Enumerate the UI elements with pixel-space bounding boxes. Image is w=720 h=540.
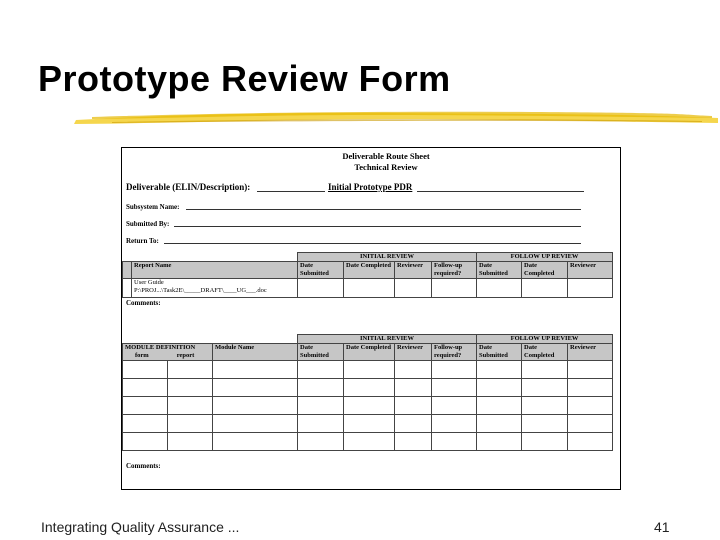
col-fu-date-completed-2: Date Completed [522, 344, 568, 361]
module-definition-subheads [125, 352, 210, 360]
follow-up-review-header-2: FOLLOW UP REVIEW [477, 335, 613, 344]
table-row [123, 397, 613, 415]
col-fu-reviewer: Reviewer [568, 262, 613, 279]
subsystem-label: Subsystem Name: [126, 203, 180, 211]
deliverable-value: Initial Prototype PDR [328, 182, 413, 192]
initial-review-header: INITIAL REVIEW [298, 253, 477, 262]
deliverable-label: Deliverable (ELIN/Description): [126, 182, 251, 192]
col-date-submitted: Date Submitted [298, 262, 344, 279]
module-definition-header [123, 344, 213, 361]
col-reviewer-2: Reviewer [395, 344, 432, 361]
module-form-label: form [135, 352, 149, 359]
return-to-label: Return To: [126, 237, 159, 245]
col-date-completed: Date Completed [344, 262, 395, 279]
report-entry [132, 279, 298, 298]
col-follow-up: Follow-up required? [432, 262, 477, 279]
table-row [123, 415, 613, 433]
deliverable-underline [257, 191, 325, 192]
comments-label-lower: Comments: [126, 462, 161, 470]
table-row [123, 433, 613, 451]
comments-label-upper: Comments: [126, 299, 161, 307]
yellow-brush-underline [72, 104, 720, 130]
report-entry-line2: P:\PROJ...\Task2E\_____DRAFT\____UG___.doc [134, 287, 267, 294]
col-date-completed-2: Date Completed [344, 344, 395, 361]
col-fu-date-submitted-2: Date Submitted [477, 344, 522, 361]
page-number: 41 [654, 519, 670, 535]
submitted-by-label: Submitted By: [126, 220, 170, 228]
col-follow-up-2: Follow-up required? [432, 344, 477, 361]
module-report-label: report [176, 352, 195, 359]
initial-review-header-2: INITIAL REVIEW [298, 335, 477, 344]
col-reviewer: Reviewer [395, 262, 432, 279]
report-review-table [122, 252, 613, 298]
submitted-by-line [174, 226, 581, 227]
slide-title: Prototype Review Form [38, 58, 451, 99]
module-definition-label: MODULE DEFINITION [125, 344, 196, 351]
col-date-submitted-2: Date Submitted [298, 344, 344, 361]
module-review-table [122, 334, 613, 451]
module-name-header: Module Name [213, 344, 298, 361]
table-row [123, 379, 613, 397]
form-heading [122, 151, 620, 173]
footer-text: Integrating Quality Assurance ... [41, 519, 240, 535]
form-heading-line1: Deliverable Route Sheet [342, 151, 430, 161]
col-fu-reviewer-2: Reviewer [568, 344, 613, 361]
subsystem-line [186, 209, 581, 210]
report-name-header: Report Name [132, 262, 298, 279]
return-to-line [164, 243, 581, 244]
review-form-image [121, 147, 621, 490]
col-fu-date-submitted: Date Submitted [477, 262, 522, 279]
table-row [123, 361, 613, 379]
follow-up-review-header: FOLLOW UP REVIEW [477, 253, 613, 262]
col-fu-date-completed: Date Completed [522, 262, 568, 279]
form-heading-line2: Technical Review [354, 162, 418, 172]
report-entry-line1: User Guide [134, 279, 164, 286]
deliverable-value-underline [417, 191, 584, 192]
